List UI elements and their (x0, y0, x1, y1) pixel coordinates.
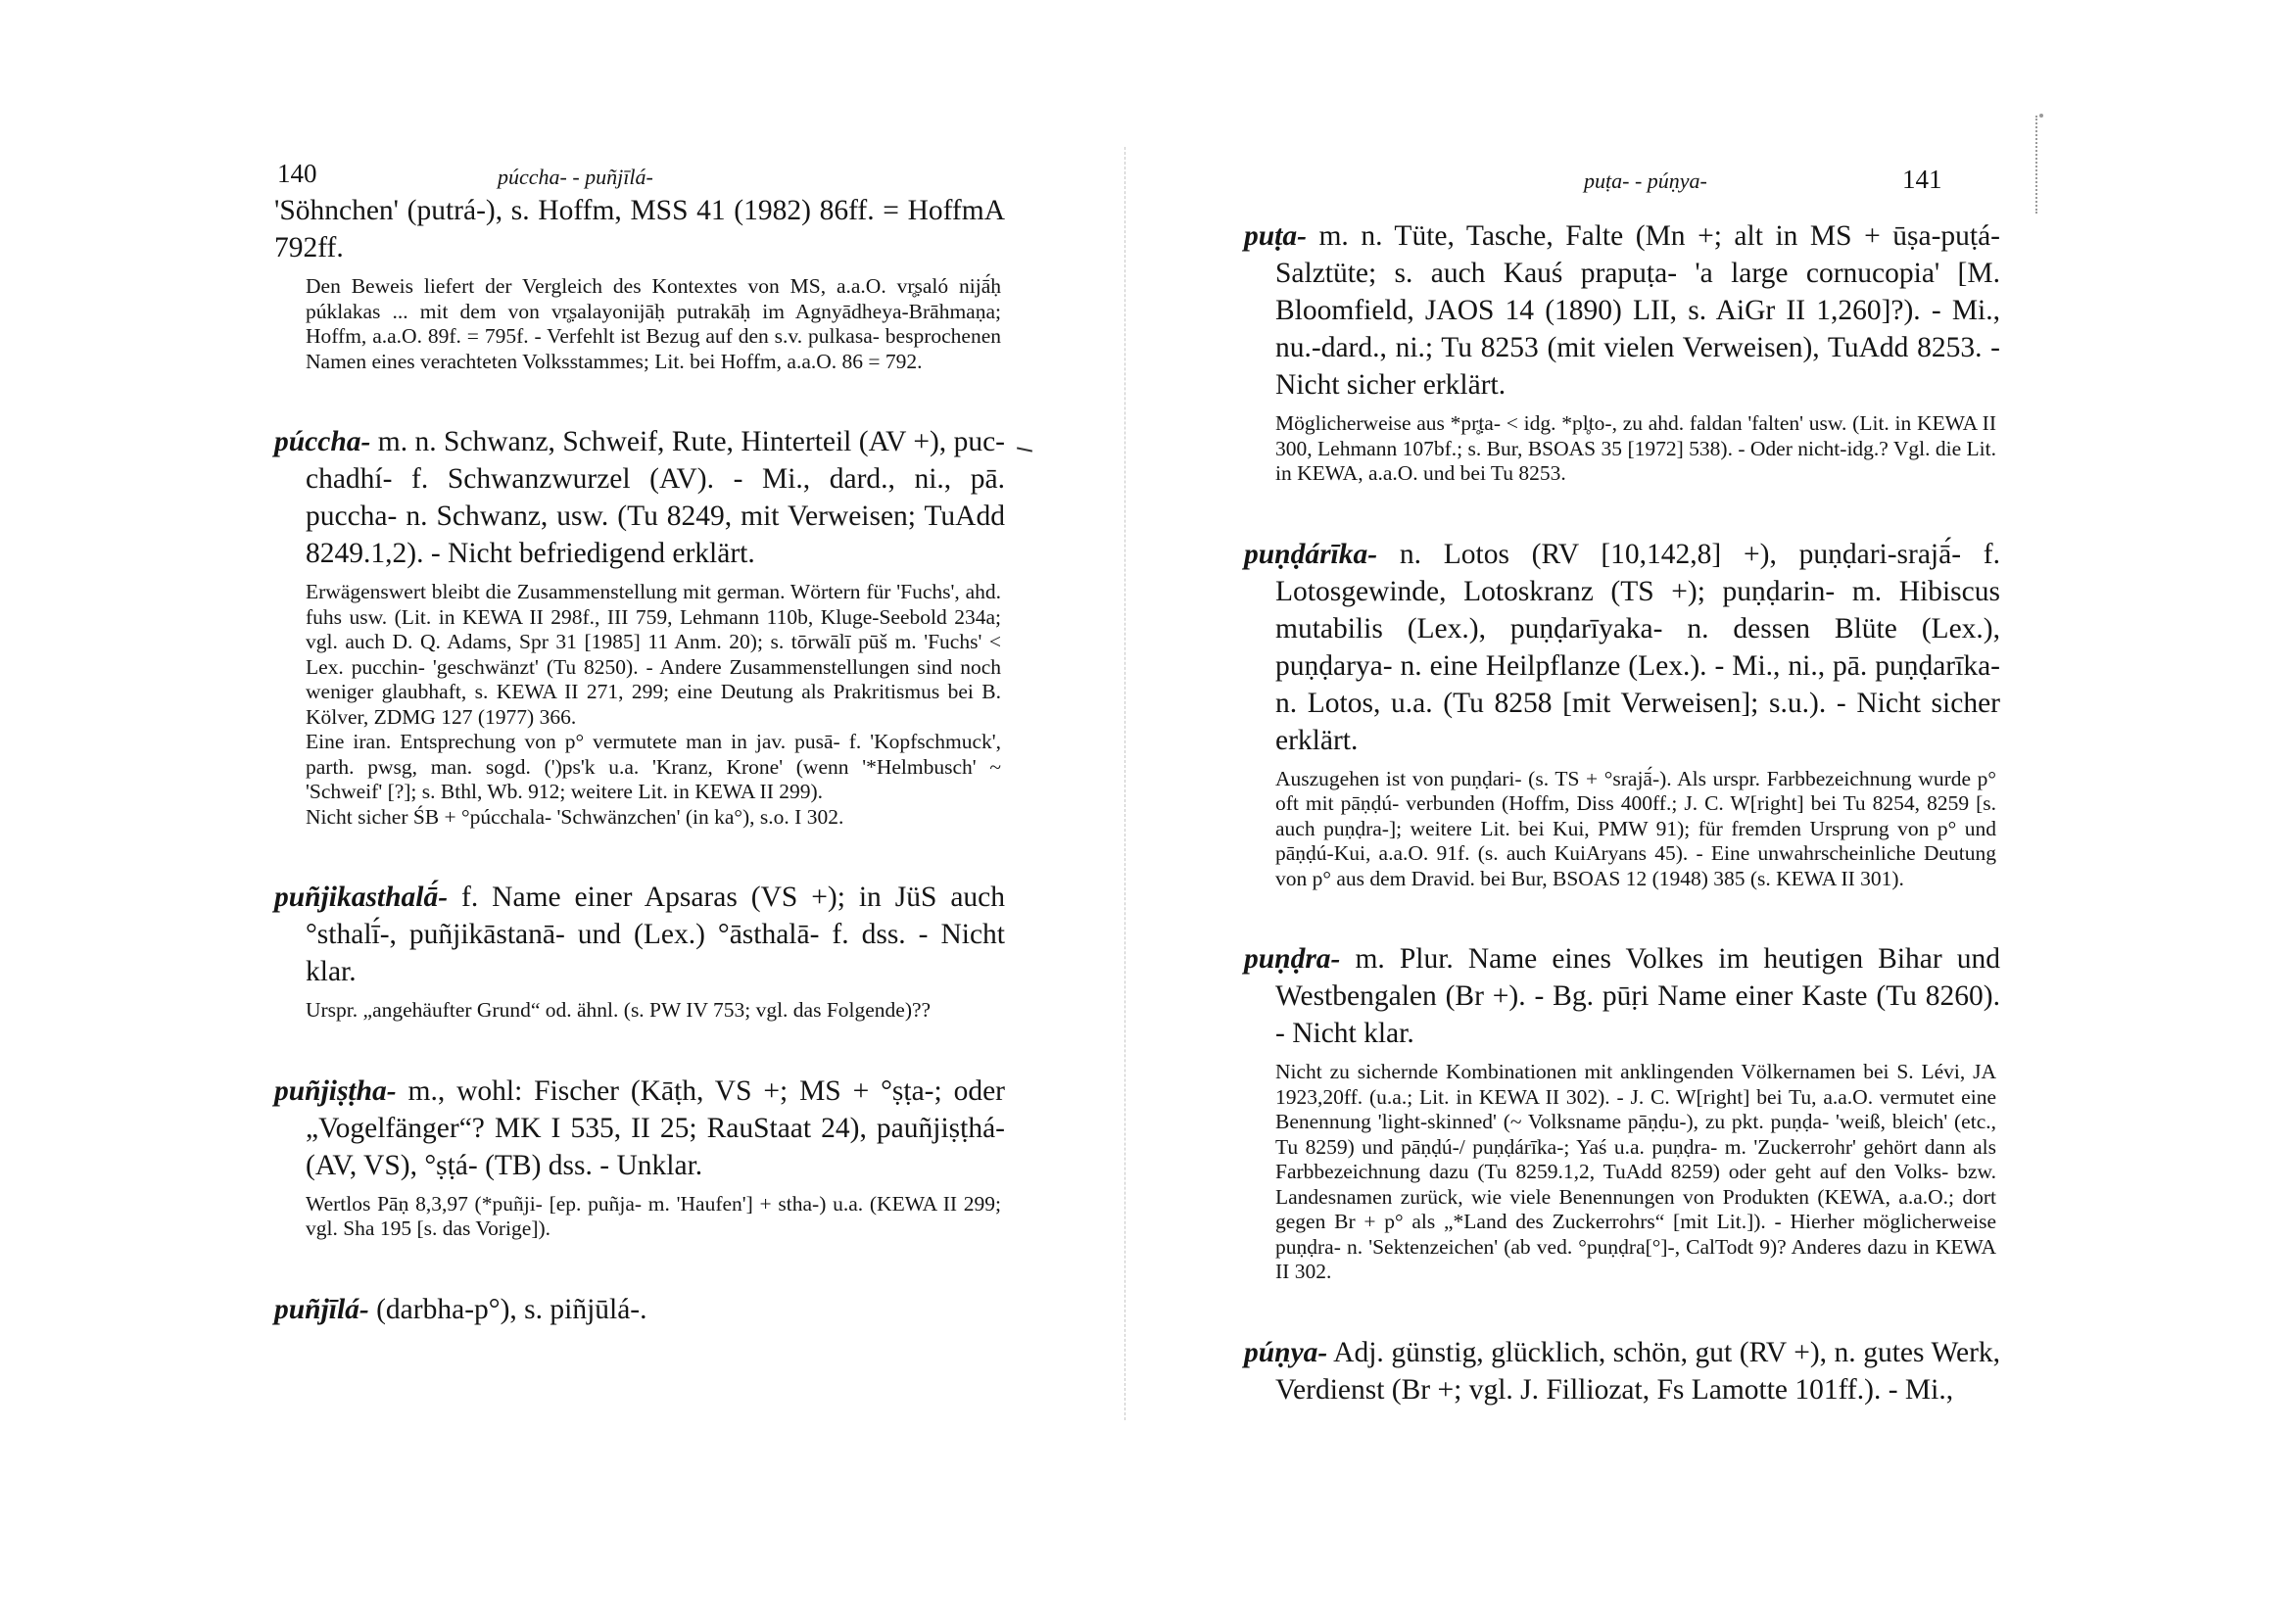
entry-lemma: puṇḍra- (1244, 943, 1341, 975)
entry-pundra (1244, 940, 2000, 1285)
entry-note: Wertlos Pāṇ 8,3,97 (*puñji- [ep. puñja- m. 'Haufen'] + stha-) u.a. (KEWA II 299; vgl. Sha 195 [s. das Vorige]). (306, 1191, 1001, 1240)
entry-main (274, 879, 1005, 990)
scan-speck (2039, 114, 2043, 118)
entry-punjikasthala (274, 879, 1005, 1024)
entry-main (1244, 940, 2000, 1052)
entry-lemma: púccha- (274, 426, 371, 457)
scan-edge-marks (2035, 116, 2041, 214)
entry-note: Nicht sicher ŚB + °púcchala- 'Schwänzchen' (in ka°), s.o. I 302. (306, 804, 844, 829)
right-page (1148, 0, 2296, 1622)
right-column (1244, 217, 2000, 1408)
entry-text: m., wohl: Fischer (Kāṭh, VS +; MS + °ṣṭa-; oder „Vogelfänger“? MK I 535, II 25; RauStaat 24), pauñjiṣṭhá- (AV, VS), °ṣṭá- (TB) dss. - Unklar. (306, 1074, 1005, 1181)
entry-main (274, 1073, 1005, 1184)
entry-note: Den Beweis liefert der Vergleich des Kontextes von MS, a.a.O. vr̥ṣaló nijā́ḥ púklakas ... mit dem von vr̥ṣalayonijāḥ putrakāḥ im Agnyādheya-Brāhmaṇa; Hoffm, a.a.O. 89f. = 795f. - Verfehlt ist Bezug auf den s.v. pulkasa- besprochenen Namen eines verachteten Volksstammes; Lit. bei Hoffm, a.a.O. 86 = 792. (306, 274, 1001, 373)
entry-text: n. Lotos (RV [10,142,8] +), puṇḍari-srajā́- f. Lotosgewinde, Lotoskranz (TS +); puṇḍarin- m. Hibiscus mutabilis (Lex.), puṇḍarīyaka- n. dessen Blüte (Lex.), puṇḍarya- n. eine Heilpflanze (Lex.). - Mi., ni., pā. puṇḍarīka- n. Lotos, u.a. (Tu 8258 [mit Verweisen]; s.u.). - Nicht sicher erklärt. (1275, 538, 2001, 756)
entry-note: Nicht zu sichernde Kombinationen mit anklingenden Völkernamen bei S. Lévi, JA 1923,20ff. (u.a.; Lit. in KEWA II 302). - J. C. W[right] bei Tu, a.a.O. vermutet eine Benennung 'light-skinned' (~ Volksname pāṇḍu-), zu pkt. puṇḍa- 'weiß, bleich' (etc., Tu 8259) und pāṇḍú-/ puṇḍárīka-; Yaś u.a. puṇḍra- m. 'Zuckerrohr' gehört dann als Farbbezeichnung dazu (Tu 8259.1,2, TuAdd 8259) oder geht auf den Volks- bzw. Landesnamen zurück, wie viele Benennungen von Produkten (KEWA, a.a.O.; dort gegen Br + p° als „*Land des Zuckerrohrs“ [mit Lit.]). - Hierher möglicherweise puṇḍra- n. 'Sektenzeichen' (ab ved. °puṇḍra[°]-, CalTodt 9)? Anderes dazu in KEWA II 302. (1275, 1060, 1996, 1283)
left-page (0, 0, 1146, 1622)
entry-lemma: puñjikasthalā́- (274, 882, 449, 913)
entry-main (1244, 1334, 2000, 1408)
right-page-number: 141 (1902, 165, 1942, 194)
entry-puccha (274, 423, 1005, 830)
entry-lemma: puñjīlá- (274, 1293, 369, 1325)
entry-punjistha (274, 1073, 1005, 1242)
entry-note: Eine iran. Entsprechung von p° vermutete man in jav. pusā- f. 'Kopfschmuck', parth. pwsg, man. sogd. (')ps'k u.a. 'Kranz, Krone' (wenn '*Helmbusch' ~ 'Schweif' [?]; s. Bthl, Wb. 912; weitere Lit. in KEWA II 299). (306, 730, 1001, 803)
entry-note: Möglicherweise aus *pr̥ṭa- < idg. *pl̥to-, zu ahd. faldan 'falten' usw. (Lit. in KEWA II 300, Lehmann 107bf.; s. Bur, BSOAS 35 [1972] 538). - Oder nicht-idg.? Vgl. die Lit. in KEWA, a.a.O. und bei Tu 8253. (1275, 411, 1996, 485)
entry-main (274, 1291, 1005, 1328)
entry-lemma: puṭa- (1244, 220, 1307, 252)
entry-punya (1244, 1334, 2000, 1408)
entry-puta (1244, 217, 2000, 487)
entry-lemma: puṇḍárīka- (1244, 538, 1378, 570)
entry-main (1244, 536, 2000, 759)
left-page-number: 140 (277, 159, 317, 188)
entry-text: f. Name einer Apsaras (VS +); in JüS auch °sthalī́-, puñjikāstanā- und (Lex.) °āsthalā- f. dss. - Nicht klar. (306, 882, 1006, 987)
entry-text: m. Plur. Name eines Volkes im heutigen Bihar und Westbengalen (Br +). - Bg. pūṛi Name einer Kaste (Tu 8260). - Nicht klar. (1275, 943, 2001, 1049)
entry-pundarika (1244, 536, 2000, 892)
page-gutter (1124, 147, 1125, 1420)
entry-text: m. n. Schwanz, Schweif, Rute, Hinterteil (AV +), puc-chadhí- f. Schwanzwurzel (AV). - Mi., dard., ni., pā. puccha- n. Schwanz, usw. (Tu 8249, mit Verweisen; TuAdd 8249.1,2). - Nicht befriedigend erklärt. (306, 426, 1006, 569)
entry-continuation (274, 192, 1005, 374)
entry-text: (darbha-p°), s. piñjūlá-. (376, 1293, 647, 1325)
entry-punjila (274, 1291, 1005, 1328)
right-running-head: puṭa- - púṇya- (1584, 168, 1707, 193)
left-running-head: púccha- - puñjīlá- (498, 165, 653, 189)
entry-text: Adj. günstig, glücklich, schön, gut (RV +), n. gutes Werk, Verdienst (Br +; vgl. J. Filliozat, Fs Lamotte 101ff.). - Mi., (1275, 1336, 2001, 1406)
entry-note: Erwägenswert bleibt die Zusammenstellung mit german. Wörtern für 'Fuchs', ahd. fuhs usw. (Lit. in KEWA II 298f., III 759, Lehmann 110b, Kluge-Seebold 234a; vgl. auch D. Q. Adams, Spr 31 [1985] 11 Anm. 20); s. tōrwālī pūš m. 'Fuchs' < Lex. pucchin- 'geschwänzt' (Tu 8250). - Andere Zusammenstellungen sind noch weniger glaubhaft, s. KEWA II 271, 299; eine Deutung als Prakritismus bei B. Kölver, ZDMG 127 (1977) 366. (306, 580, 1001, 729)
entry-lemma: puñjiṣṭha- (274, 1074, 397, 1107)
entry-main (274, 423, 1005, 572)
entry-note: Urspr. „angehäufter Grund“ od. ähnl. (s. PW IV 753; vgl. das Folgende)?? (306, 998, 932, 1022)
entry-note: Auszugehen ist von puṇḍari- (s. TS + °srajā́-). Als urspr. Farbbezeichnung wurde p° oft mit pāṇḍú- verbunden (Hoffm, Diss 400ff.; J. C. W[right] bei Tu 8254, 8259 [s. auch puṇḍra-]; weitere Lit. bei Kui, PMW 91); für fremden Ursprung von p° und pāṇḍú-Kui, a.a.O. 91f. (s. auch KuiAryans 45). - Eine unwahrscheinliche Deutung von p° aus dem Dravid. bei Bur, BSOAS 12 (1948) 385 (s. KEWA II 301). (1275, 766, 1996, 890)
left-column (274, 192, 1005, 1328)
entry-text: 'Söhnchen' (putrá-), s. Hoffm, MSS 41 (1982) 86ff. = HoffmA 792ff. (274, 195, 1005, 263)
entry-text: m. n. Tüte, Tasche, Falte (Mn +; alt in MS + ūṣa-puṭá- Salztüte; s. auch Kauś prapuṭa- 'a large cornucopia' [M. Bloomfield, JAOS 14 (1890) LII, s. AiGr II 1,260]?). - Mi., nu.-dard., ni.; Tu 8253 (mit vielen Verweisen), TuAdd 8253. - Nicht sicher erklärt. (1275, 220, 2001, 401)
entry-main (1244, 217, 2000, 404)
entry-lemma: púṇya- (1244, 1336, 1328, 1368)
margin-mark (1017, 447, 1032, 452)
